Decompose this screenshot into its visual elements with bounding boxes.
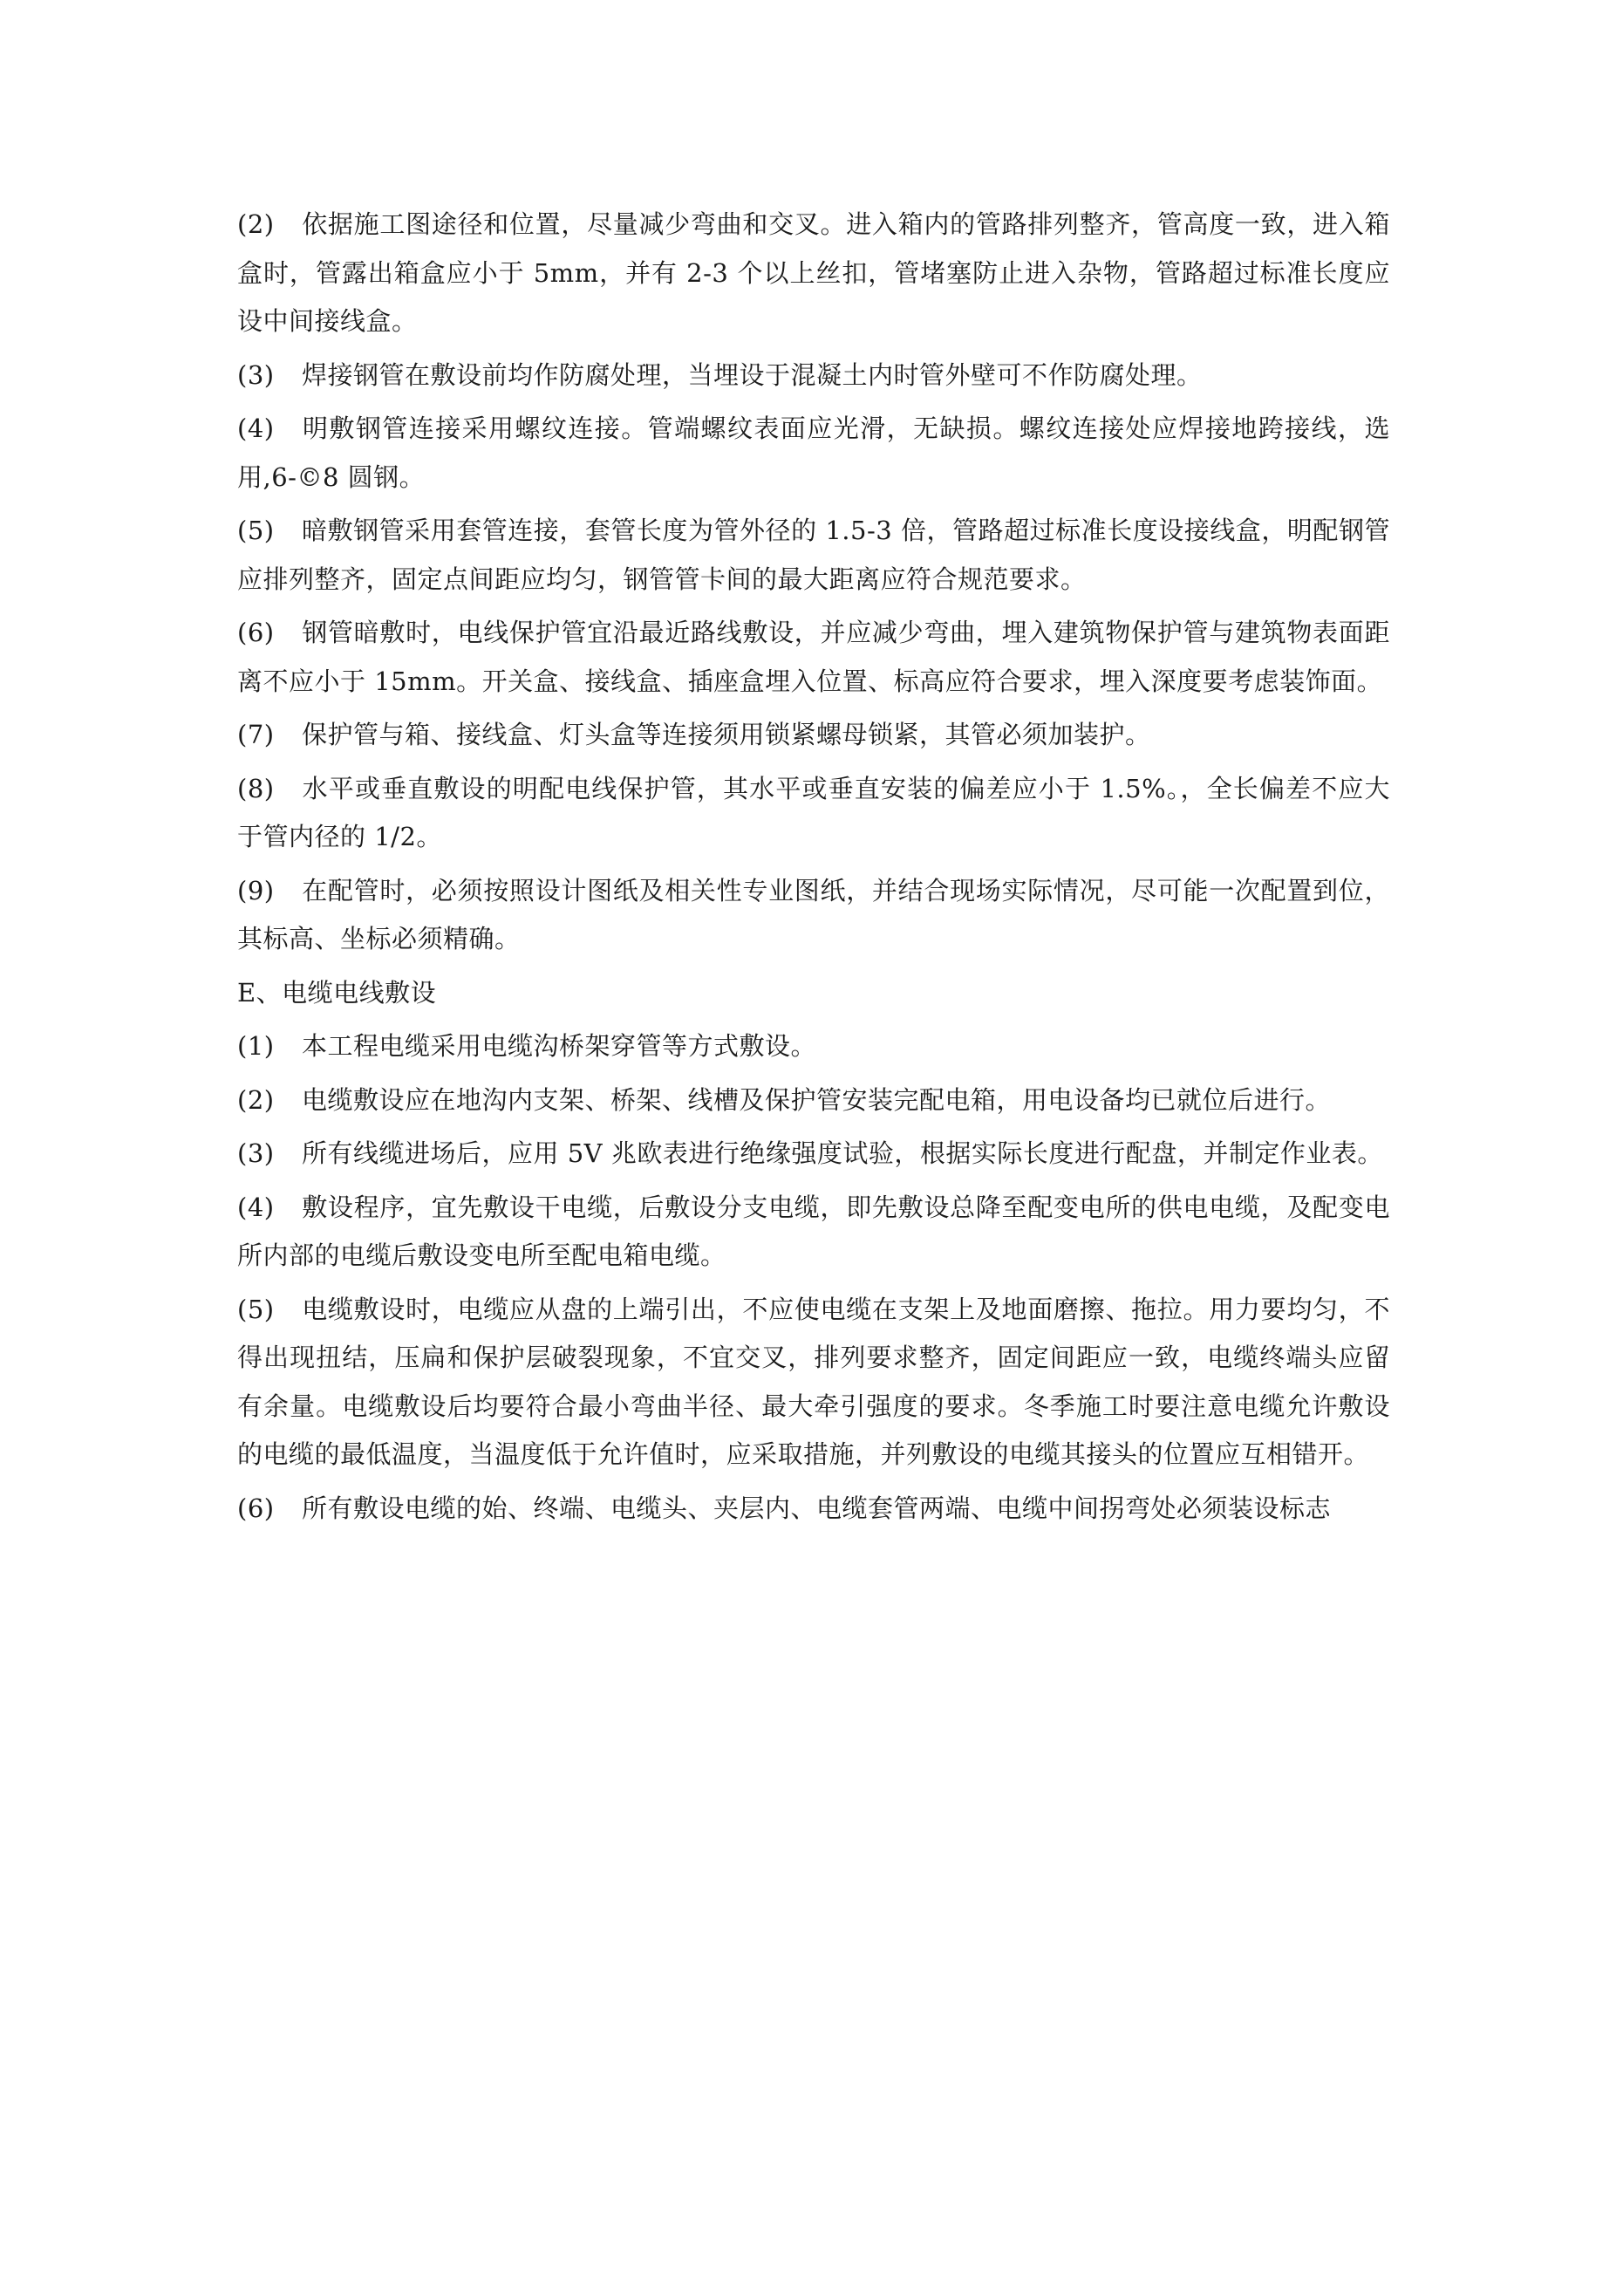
item-text: 钢管暗敷时，电线保护管宜沿最近路线敷设，并应减少弯曲，埋入建筑物保护管与建筑物表面距离不应小于 15mm。开关盒、接线盒、插座盒埋入位置、标高应符合要求，埋入深度要考虑装饰面。 bbox=[237, 618, 1390, 696]
item-number: (9) bbox=[237, 875, 275, 905]
item-number: (4) bbox=[237, 1192, 275, 1222]
list-item bbox=[237, 1286, 1390, 1479]
item-text: 焊接钢管在敷设前均作防腐处理，当埋设于混凝土内时管外壁可不作防腐处理。 bbox=[302, 359, 1203, 390]
list-item bbox=[237, 1485, 1390, 1534]
item-number: (2) bbox=[237, 209, 275, 239]
item-text: 水平或垂直敷设的明配电线保护管，其水平或垂直安装的偏差应小于 1.5%。，全长偏差不应大于管内径的 1/2。 bbox=[237, 773, 1390, 851]
list-item bbox=[237, 352, 1390, 400]
item-number: (5) bbox=[237, 516, 275, 545]
item-text: 敷设程序，宜先敷设干电缆，后敷设分支电缆，即先敷设总降至配变电所的供电电缆，及配变电所内部的电缆后敷设变电所至配电箱电缆。 bbox=[237, 1192, 1390, 1270]
list-item bbox=[237, 405, 1390, 502]
list-item bbox=[237, 201, 1390, 346]
item-text: 所有敷设电缆的始、终端、电缆头、夹层内、电缆套管两端、电缆中间拐弯处必须装设标志 bbox=[302, 1493, 1332, 1523]
list-item bbox=[237, 765, 1390, 862]
item-text: 明敷钢管连接采用螺纹连接。管端螺纹表面应光滑，无缺损。螺纹连接处应焊接地跨接线，选用,6-©8 圆钢。 bbox=[237, 413, 1390, 492]
item-text: 所有线缆进场后，应用 5V 兆欧表进行绝缘强度试验，根据实际长度进行配盘，并制定作业表。 bbox=[302, 1138, 1383, 1168]
list-item bbox=[237, 1184, 1390, 1281]
item-text: 电缆敷设时，电缆应从盘的上端引出，不应使电缆在支架上及地面磨擦、拖拉。用力要均匀，不得出现扭结，压扁和保护层破裂现象，不宜交叉，排列要求整齐，固定间距应一致，电缆终端头应留有余量。电缆敷设后均要符合最小弯曲半径、最大牵引强度的要求。冬季施工时要注意电缆允许敷设的电缆的最低温度，当温度低于允许值时，应采取措施，并列敷设的电缆其接头的位置应互相错开。 bbox=[237, 1294, 1390, 1469]
list-item bbox=[237, 507, 1390, 604]
item-number: (4) bbox=[237, 413, 275, 443]
item-text: 电缆敷设应在地沟内支架、桥架、线槽及保护管安装完配电箱，用电设备均已就位后进行。 bbox=[302, 1084, 1332, 1115]
item-text: 暗敷钢管采用套管连接，套管长度为管外径的 1.5-3 倍，管路超过标准长度设接线盒，明配钢管应排列整齐，固定点间距应均匀，钢管管卡间的最大距离应符合规范要求。 bbox=[237, 516, 1390, 594]
list-item bbox=[237, 1022, 1390, 1071]
item-text: 在配管时，必须按照设计图纸及相关性专业图纸，并结合现场实际情况，尽可能一次配置到位，其标高、坐标必须精确。 bbox=[237, 875, 1390, 953]
item-number: (6) bbox=[237, 1493, 275, 1523]
section-heading: E、电缆电线敷设 bbox=[237, 977, 437, 1008]
item-number: (2) bbox=[237, 1084, 275, 1115]
item-number: (1) bbox=[237, 1031, 275, 1061]
list-item bbox=[237, 1130, 1390, 1179]
list-item bbox=[237, 867, 1390, 964]
item-number: (3) bbox=[237, 1138, 275, 1168]
item-number: (6) bbox=[237, 618, 275, 647]
item-number: (3) bbox=[237, 359, 275, 390]
document-page bbox=[237, 201, 1390, 1538]
list-item bbox=[237, 609, 1390, 706]
list-item bbox=[237, 1076, 1390, 1125]
item-number: (8) bbox=[237, 773, 275, 803]
item-text: 保护管与箱、接线盒、灯头盒等连接须用锁紧螺母锁紧，其管必须加装护。 bbox=[302, 720, 1151, 749]
item-text: 依据施工图途径和位置，尽量减少弯曲和交叉。进入箱内的管路排列整齐，管高度一致，进入箱盒时，管露出箱盒应小于 5mm，并有 2-3 个以上丝扣，管堵塞防止进入杂物，管路超过标准长度应设中间接线盒。 bbox=[237, 209, 1390, 336]
item-number: (5) bbox=[237, 1294, 275, 1324]
item-text: 本工程电缆采用电缆沟桥架穿管等方式敷设。 bbox=[302, 1031, 817, 1061]
item-number: (7) bbox=[237, 720, 275, 749]
list-item bbox=[237, 711, 1390, 760]
